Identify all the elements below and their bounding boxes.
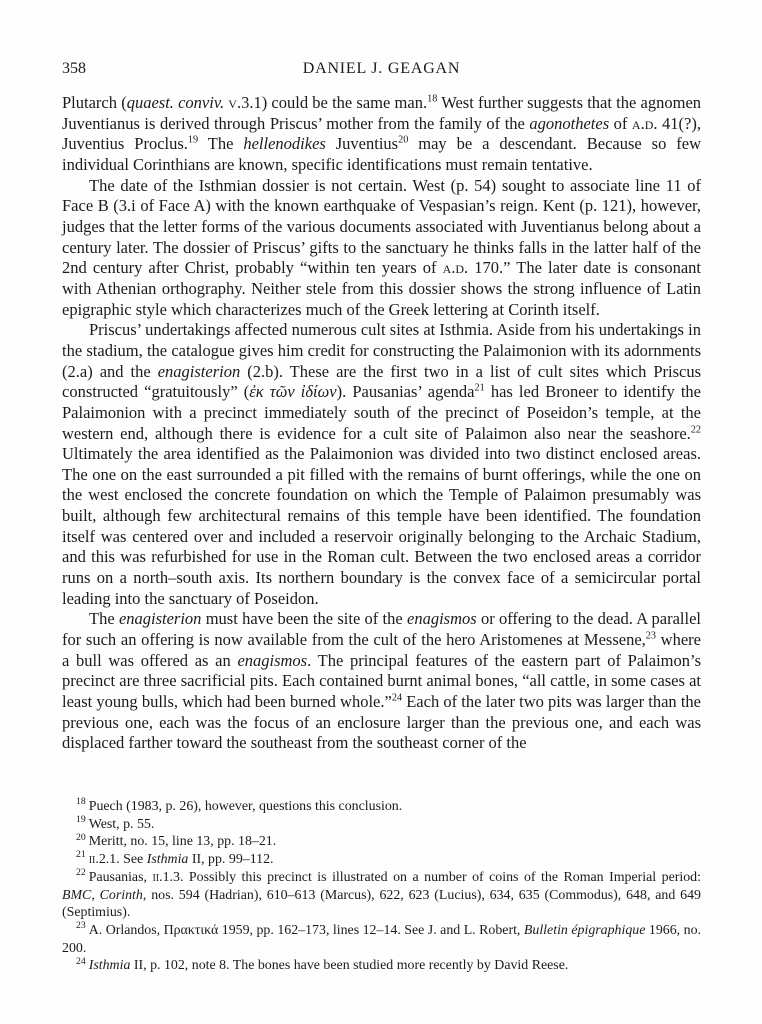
footnote-reference: 22 bbox=[690, 424, 701, 435]
footnote bbox=[62, 922, 701, 957]
footnote-number: 22 bbox=[76, 867, 86, 879]
footnote bbox=[62, 851, 701, 869]
text-run: or offering to the dead. A parallel for such an offering is now available from the cult of the hero Aristomenes at Messene, bbox=[62, 609, 702, 650]
footnote-number: 18 bbox=[76, 796, 86, 808]
footnote-reference: 19 bbox=[187, 134, 199, 146]
footnote bbox=[62, 833, 701, 851]
text-run: II, p. 102, note 8. The bones have been studied more recently by David Reese. bbox=[130, 958, 569, 974]
text-run: may be a descendant. Because so few individual Corinthians are known, specific identifications must remain tentative. bbox=[62, 134, 701, 174]
text-run: a.d. bbox=[631, 113, 658, 133]
footnote-number: 21 bbox=[76, 849, 86, 861]
text-run: Each of the later two pits was larger than the previous one, each was the focus of an enclosure larger than the previous one, and each was displaced farther toward the southeast from the southeast corner of the bbox=[62, 692, 701, 753]
text-run: West further suggests that the agnomen Juventianus is derived through Priscus’ mother from the family of the bbox=[62, 93, 702, 133]
text-run: Puech (1983, p. 26), however, questions this conclusion. bbox=[88, 799, 403, 814]
paragraph bbox=[62, 93, 701, 176]
text-run: See bbox=[119, 852, 147, 868]
text-run: quaest. conviv. bbox=[126, 93, 225, 112]
text-run: Pausanias, bbox=[88, 869, 153, 885]
text-run: where a bull was offered as an bbox=[62, 630, 701, 670]
text-run: West, p. 55. bbox=[88, 816, 155, 832]
footnote-number: 24 bbox=[76, 955, 86, 967]
text-run: enagisterion bbox=[157, 361, 241, 381]
text-run: ii.1.3 bbox=[152, 869, 180, 885]
text-run: The bbox=[198, 134, 244, 154]
text-run: ) could be the same man. bbox=[261, 93, 428, 112]
text-run: has led Broneer to identify the Palaimonion with a precinct immediately south of the precinct of Poseidon’s temple, at the western end, although there is evidence for a cult site of Palaimon also near the seashore. bbox=[62, 382, 701, 443]
footnote bbox=[62, 957, 701, 975]
text-run: Plutarch ( bbox=[62, 93, 127, 112]
text-run: The bbox=[89, 609, 119, 629]
footnote-number: 19 bbox=[76, 814, 86, 826]
text-run: (2.b). These are the first two in a list of cult sites which Priscus constructed “gratuitously” ( bbox=[62, 361, 701, 402]
text-run: ). Pausanias’ agenda bbox=[336, 382, 475, 402]
text-run: agonothetes bbox=[529, 113, 610, 133]
footnote-reference: 18 bbox=[427, 93, 438, 105]
footnote-reference: 20 bbox=[398, 134, 409, 146]
paragraph bbox=[62, 609, 701, 754]
text-run: Bulletin épigraphique bbox=[523, 922, 646, 938]
text-run: of bbox=[609, 113, 632, 133]
text-run: Isthmia bbox=[146, 852, 189, 868]
footnote bbox=[62, 798, 701, 816]
text-run: enagisterion bbox=[118, 609, 202, 629]
text-run: Isthmia bbox=[88, 958, 131, 974]
text-run: enagismos bbox=[237, 650, 308, 670]
body-paragraphs bbox=[62, 93, 701, 754]
text-run: 1966, no. 200. bbox=[62, 922, 701, 956]
paragraph bbox=[62, 176, 701, 321]
text-run: . Possibly this precinct is illustrated on a number of coins of the Roman Imperial period: bbox=[179, 869, 701, 885]
text-run: enagismos bbox=[407, 609, 477, 629]
footnote bbox=[62, 816, 701, 834]
text-run: The date of the Isthmian dossier is not certain. West (p. 54) sought to associate line 11 of Face B (3.i of Face A) with the known earthquake of Vespasian’s reign. Kent (p. 121), however, judges that the letter forms of the various documents associated with Juventianus belong about a century later. The dossier of Priscus’ gifts to the sanctuary he thinks falls in the latter half of the 2nd century after Christ, probably “within ten years of bbox=[62, 175, 701, 278]
paragraph bbox=[62, 320, 701, 609]
text-run: Meritt, no. 15, line 13, pp. 18–21. bbox=[88, 834, 277, 850]
text-run: 41(?), Juventius Proclus. bbox=[62, 113, 701, 154]
text-run: hellenodikes bbox=[243, 134, 326, 154]
text-run: ii.2.1. bbox=[88, 852, 120, 868]
text-run: must have been the site of the bbox=[201, 609, 407, 629]
text-run: II, pp. 99–112. bbox=[188, 852, 274, 868]
footnotes bbox=[62, 798, 701, 975]
page-header bbox=[62, 60, 701, 80]
footnote bbox=[62, 869, 701, 922]
text-run: Juventius bbox=[325, 134, 399, 154]
text-run: BMC, Corinth bbox=[62, 887, 143, 903]
text-run: A. Orlandos, Πρακτικά 1959, pp. 162–173, lines 12–14. See J. and L. Robert, bbox=[88, 922, 524, 938]
text-run: v.3.1 bbox=[228, 93, 262, 112]
text-run: . The principal features of the eastern part of Palaimon’s precinct are three sacrificial pits. Each contained burnt animal bones, “all cattle, in some cases at least young bulls, which had been burned whole.” bbox=[62, 650, 701, 712]
footnote-reference: 24 bbox=[391, 692, 403, 704]
footnote-number: 23 bbox=[76, 920, 86, 932]
running-head: DANIEL J. GEAGAN bbox=[302, 60, 461, 77]
footnote-number: 20 bbox=[76, 831, 86, 843]
page-number: 358 bbox=[62, 60, 86, 77]
text-run: , nos. 594 (Hadrian), 610–613 (Marcus), 622, 623 (Lucius), 634, 635 (Commodus), 648, and 649 (Septimius). bbox=[62, 887, 701, 921]
text-run: Ultimately the area identified as the Palaimonion was divided into two distinct enclosed areas. The one on the east surrounded a pit filled with the remains of burnt offerings, while the one on the west enclosed the concrete foundation on which the Temple of Palaimon presumably was built, although few architectural remains of this temple have been identified. The foundation itself was centered over and included a reservoir originally belonging to the Archaic Stadium, and this was refurbished for use in the Roman cult. Between the two enclosed areas a corridor runs on a north–south axis. Its northern boundary is the convex face of a semicircular portal leading into the sanctuary of Poseidon. bbox=[62, 444, 701, 608]
text-run: ἐκ τῶν ἰδίων bbox=[249, 382, 337, 402]
text-run: Priscus’ undertakings affected numerous cult sites at Isthmia. Aside from his undertakings in the stadium, the catalogue gives him credit for constructing the Palaimonion with its adornments (2.a) and the bbox=[62, 320, 701, 381]
footnote-reference: 23 bbox=[645, 630, 656, 642]
text-run: 170.” The later date is consonant with Athenian orthography. Neither stele from this dossier shows the strong influence of Latin epigraphic style which characterizes much of the Greek lettering at Corinth itself. bbox=[62, 258, 701, 319]
text-run: a.d. bbox=[442, 258, 469, 278]
footnote-reference: 21 bbox=[474, 382, 485, 394]
